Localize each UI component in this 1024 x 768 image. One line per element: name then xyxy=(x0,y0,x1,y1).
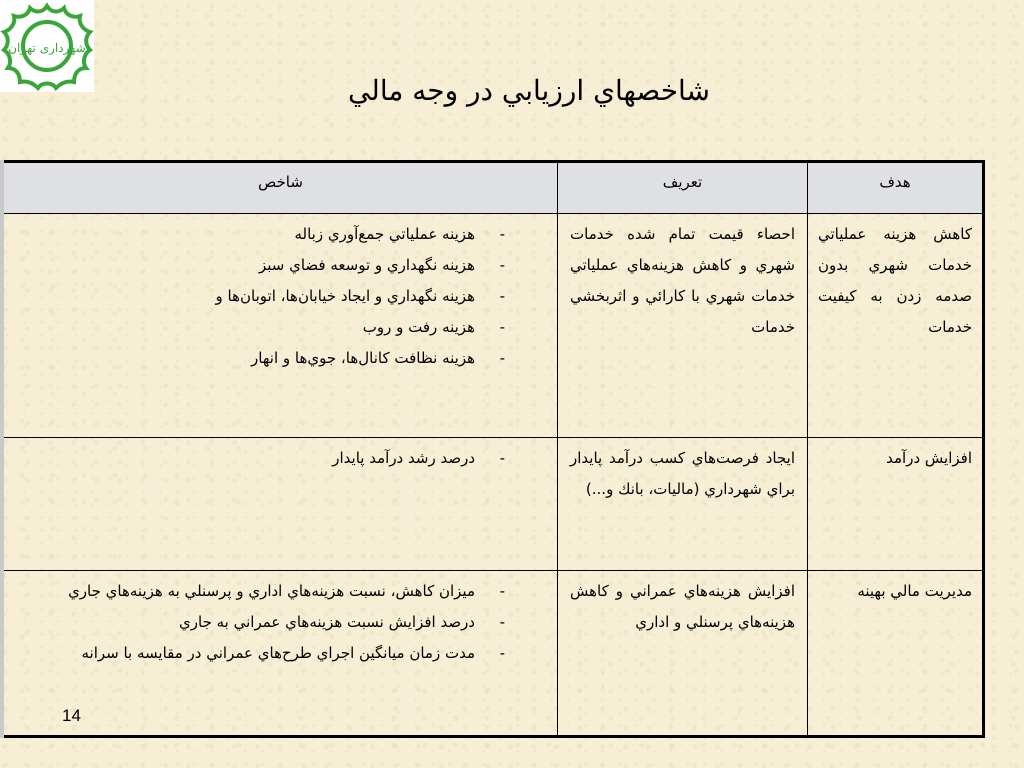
tehran-municipality-logo-icon xyxy=(0,0,94,92)
definition-cell: ايجاد فرصت‌هاي كسب درآمد پايدار براي شهرداري (ماليات، بانك و...) xyxy=(558,438,808,571)
goal-cell: افزايش درآمد xyxy=(808,438,984,571)
logo-text: شهرداری تهران xyxy=(8,41,86,55)
financial-indicators-table xyxy=(0,160,985,738)
indicator-cell xyxy=(2,438,558,571)
indicator-item: - هزينه رفت و روب xyxy=(12,312,557,343)
goal-cell: مديريت مالي بهينه xyxy=(808,571,984,737)
header-definition: تعريف xyxy=(558,162,808,214)
indicator-item: - مدت زمان ميانگين اجراي طرح‌هاي عمراني در مقايسه با سرانه xyxy=(12,638,557,669)
indicator-item: - درصد رشد درآمد پايدار xyxy=(12,443,557,474)
indicator-item: - هزينه نگهداري و ايجاد خيابان‌ها، اتوبان‌ها و xyxy=(12,281,557,312)
indicator-item: - درصد افزايش نسبت هزينه‌هاي عمراني به جاري xyxy=(12,607,557,638)
definition-cell: افزايش هزينه‌هاي عمراني و كاهش هزينه‌هاي پرسنلي و اداري xyxy=(558,571,808,737)
page-title: شاخصهاي ارزيابي در وجه مالي xyxy=(347,74,710,107)
header-goal: هدف xyxy=(808,162,984,214)
table-header-row xyxy=(2,162,984,214)
indicator-item: - هزينه نظافت كانال‌ها، جوي‌ها و انهار xyxy=(12,343,557,374)
page-number: 14 xyxy=(62,706,81,725)
definition-cell: احصاء قيمت تمام شده خدمات شهري و كاهش هزينه‌هاي عملياتي خدمات شهري با كارائي و اثربخشي خدمات xyxy=(558,214,808,438)
table-row xyxy=(2,214,984,438)
goal-cell: كاهش هزينه عملياتي خدمات شهري بدون صدمه زدن به كيفيت خدمات xyxy=(808,214,984,438)
indicator-item: - ميزان كاهش، نسبت هزينه‌هاي اداري و پرسنلي به هزينه‌هاي جاري xyxy=(12,576,557,607)
table-row xyxy=(2,438,984,571)
table-row xyxy=(2,571,984,737)
header-indicator: شاخص xyxy=(2,162,558,214)
indicator-item: - هزينه عملياتي جمع‌آوري زباله xyxy=(12,219,557,250)
indicator-item: - هزينه نگهداري و توسعه فضاي سبز xyxy=(12,250,557,281)
indicator-cell xyxy=(2,214,558,438)
indicator-cell xyxy=(2,571,558,737)
